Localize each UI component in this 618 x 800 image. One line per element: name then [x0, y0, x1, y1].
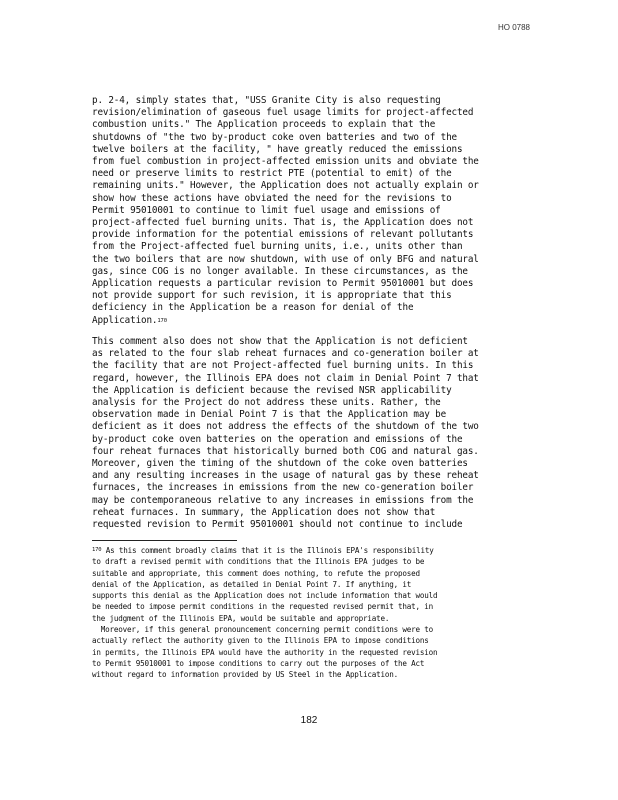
- text-line: Application.$^{170}$: [92, 314, 167, 326]
- text-line: analysis for the Project do not address these units. Rather, the: [92, 397, 441, 409]
- text-line: project-affected fuel burning units. That is, the Application does not: [92, 217, 474, 229]
- footnote-separator: [92, 540, 237, 541]
- text-line: revision/elimination of gaseous fuel usage limits for project-affected: [92, 107, 474, 119]
- text-line: regard, however, the Illinois EPA does not claim in Denial Point 7 that: [92, 372, 479, 384]
- text-line: remaining units." However, the Application does not actually explain or: [92, 180, 479, 192]
- text-line: provide information for the potential emissions of relevant pollutants: [92, 229, 474, 241]
- text-line: combustion units." The Application proceeds to explain that the: [92, 119, 436, 131]
- text-line: to Permit 95010001 to impose conditions to carry out the purposes of the Act: [92, 658, 425, 668]
- text-line: not provide support for such revision, it is appropriate that this: [92, 290, 452, 302]
- text-line: may be contemporaneous relative to any increases in emissions from the: [92, 494, 474, 506]
- text-line: Permit 95010001 to continue to limit fuel usage and emissions of: [92, 204, 441, 216]
- text-line: from fuel combustion in project-affected emission units and obviate the: [92, 156, 479, 168]
- text-line: actually reflect the authority given to the Illinois EPA to impose conditions: [92, 636, 429, 646]
- document-id-stamp: HO 0788: [497, 23, 530, 32]
- text-line: as related to the four slab reheat furnaces and co-generation boiler at: [92, 348, 479, 360]
- text-line: Moreover, if this general pronouncement concerning permit conditions were to: [92, 625, 434, 635]
- body-paragraph-1: [92, 95, 542, 327]
- text-line: four reheat furnaces that historically burned both COG and natural gas.: [92, 445, 479, 457]
- text-line: deficiency in the Application be a reason for denial of the: [92, 302, 414, 314]
- text-line: the judgment of the Illinois EPA, would be suitable and appropriate.: [92, 613, 390, 623]
- text-line: need or preserve limits to restrict PTE (potential to emit) of the: [92, 168, 452, 180]
- text-line: This comment also does not show that the Application is not deficient: [92, 336, 468, 347]
- page-number: 182: [300, 715, 318, 726]
- text-line: twelve boilers at the facility, " have greatly reduced the emissions: [92, 143, 463, 155]
- text-line: to draft a revised permit with conditions that the Illinois EPA judges to be: [92, 557, 425, 567]
- text-line: the Application is deficient because the revised NSR applicability: [92, 384, 452, 396]
- body-paragraph-2: [92, 336, 542, 531]
- text-line: p. 2-4, simply states that, "USS Granite City is also requesting: [92, 95, 441, 106]
- text-line: $^{170}$ As this comment broadly claims that it is the Illinois EPA's responsibility: [92, 546, 434, 555]
- text-line: deficient as it does not address the effects of the shutdown of the two: [92, 421, 479, 433]
- text-line: gas, since COG is no longer available. In these circumstances, as the: [92, 265, 468, 277]
- text-line: observation made in Denial Point 7 is that the Application may be: [92, 409, 447, 421]
- text-line: show how these actions have obviated the need for the revisions to: [92, 192, 452, 204]
- text-line: reheat furnaces. In summary, the Application does not show that: [92, 506, 436, 518]
- text-line: shutdowns of "the two by-product coke oven batteries and two of the: [92, 131, 457, 143]
- text-line: suitable and appropriate, this comment does nothing, to refute the proposed: [92, 568, 420, 578]
- text-line: by-product coke oven batteries on the operation and emissions of the: [92, 433, 463, 445]
- text-line: in permits, the Illinois EPA would have the authority in the requested revision: [92, 647, 438, 657]
- text-line: requested revision to Permit 95010001 should not continue to include: [92, 519, 463, 531]
- text-line: and any resulting increases in the usage of natural gas by these reheat: [92, 470, 479, 482]
- footnote-number: 170: [92, 547, 102, 553]
- text-line: Moreover, given the timing of the shutdown of the coke oven batteries: [92, 458, 468, 470]
- text-line: Application requests a particular revision to Permit 95010001 but does: [92, 278, 474, 290]
- text-line: the facility that are not Project-affected fuel burning units. In this: [92, 360, 474, 372]
- text-line: the two boilers that are now shutdown, with use of only BFG and natural: [92, 253, 479, 265]
- text-line: be needed to impose permit conditions in the requested revised permit that, in: [92, 602, 434, 612]
- text-line: denial of the Application, as detailed in Denial Point 7. If anything, it: [92, 579, 412, 589]
- text-line: furnaces, the increases in emissions from the new co-generation boiler: [92, 482, 474, 494]
- text-line: without regard to information provided by US Steel in the Application.: [92, 670, 399, 680]
- footnote: [92, 545, 542, 681]
- footnote-reference: 170: [157, 317, 167, 324]
- text-line: supports this denial as the Application does not include information that would: [92, 591, 438, 601]
- text-line: from the Project-affected fuel burning units, i.e., units other than: [92, 241, 463, 253]
